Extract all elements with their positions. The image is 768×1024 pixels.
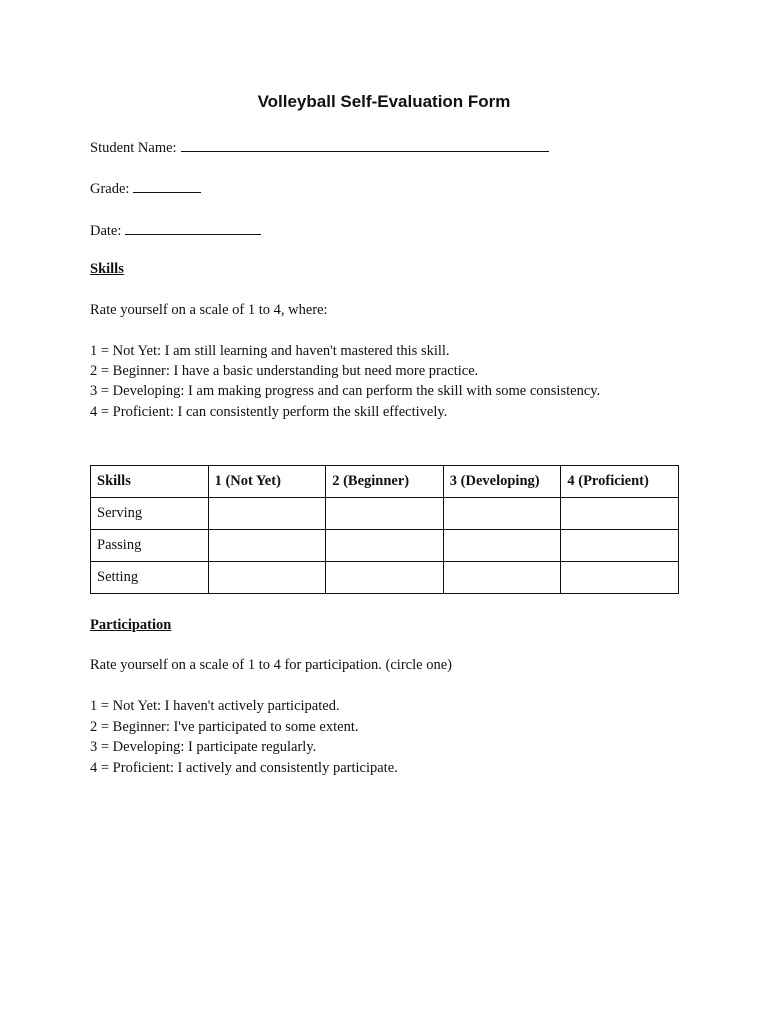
skills-scale-item: 2 = Beginner: I have a basic understanding but need more practice. (90, 363, 479, 379)
skill-name: Setting (91, 562, 209, 594)
rating-cell[interactable] (208, 530, 326, 562)
participation-scale-item: 1 = Not Yet: I haven't actively participated. (90, 698, 340, 714)
grade-field (90, 178, 201, 198)
table-row (91, 562, 679, 594)
rating-cell[interactable] (443, 498, 561, 530)
table-header: Skills (91, 466, 209, 498)
rating-cell[interactable] (561, 498, 679, 530)
date-field (90, 220, 261, 240)
table-header: 3 (Developing) (443, 466, 561, 498)
rating-cell[interactable] (561, 562, 679, 594)
student-name-blank[interactable] (181, 137, 549, 152)
rating-cell[interactable] (443, 530, 561, 562)
skills-scale-item: 4 = Proficient: I can consistently perform the skill effectively. (90, 404, 448, 420)
skills-heading: Skills (90, 261, 124, 277)
skill-name: Passing (91, 530, 209, 562)
student-name-label: Student Name: (90, 140, 177, 156)
participation-scale-item: 3 = Developing: I participate regularly. (90, 739, 317, 755)
skill-name: Serving (91, 498, 209, 530)
date-label: Date: (90, 223, 122, 239)
student-name-field (90, 137, 549, 157)
skills-scale-item: 3 = Developing: I am making progress and can perform the skill with some consistency. (90, 383, 601, 399)
grade-label: Grade: (90, 181, 130, 197)
rating-cell[interactable] (561, 530, 679, 562)
table-row (91, 498, 679, 530)
rating-cell[interactable] (326, 530, 444, 562)
skills-rating-table (90, 465, 679, 594)
date-blank[interactable] (125, 220, 261, 235)
table-header: 4 (Proficient) (561, 466, 679, 498)
skills-scale-item: 1 = Not Yet: I am still learning and haven't mastered this skill. (90, 343, 450, 359)
skills-instructions: Rate yourself on a scale of 1 to 4, where: (90, 302, 328, 318)
rating-cell[interactable] (443, 562, 561, 594)
rating-cell[interactable] (208, 562, 326, 594)
rating-cell[interactable] (208, 498, 326, 530)
table-header: 2 (Beginner) (326, 466, 444, 498)
table-header-row (91, 466, 679, 498)
table-header: 1 (Not Yet) (208, 466, 326, 498)
participation-scale-item: 4 = Proficient: I actively and consistently participate. (90, 760, 398, 776)
participation-scale-item: 2 = Beginner: I've participated to some extent. (90, 719, 359, 735)
participation-heading: Participation (90, 617, 172, 633)
grade-blank[interactable] (133, 178, 201, 193)
rating-cell[interactable] (326, 562, 444, 594)
participation-instructions: Rate yourself on a scale of 1 to 4 for participation. (circle one) (90, 657, 452, 673)
rating-cell[interactable] (326, 498, 444, 530)
table-row (91, 530, 679, 562)
form-title: Volleyball Self-Evaluation Form (257, 92, 511, 111)
